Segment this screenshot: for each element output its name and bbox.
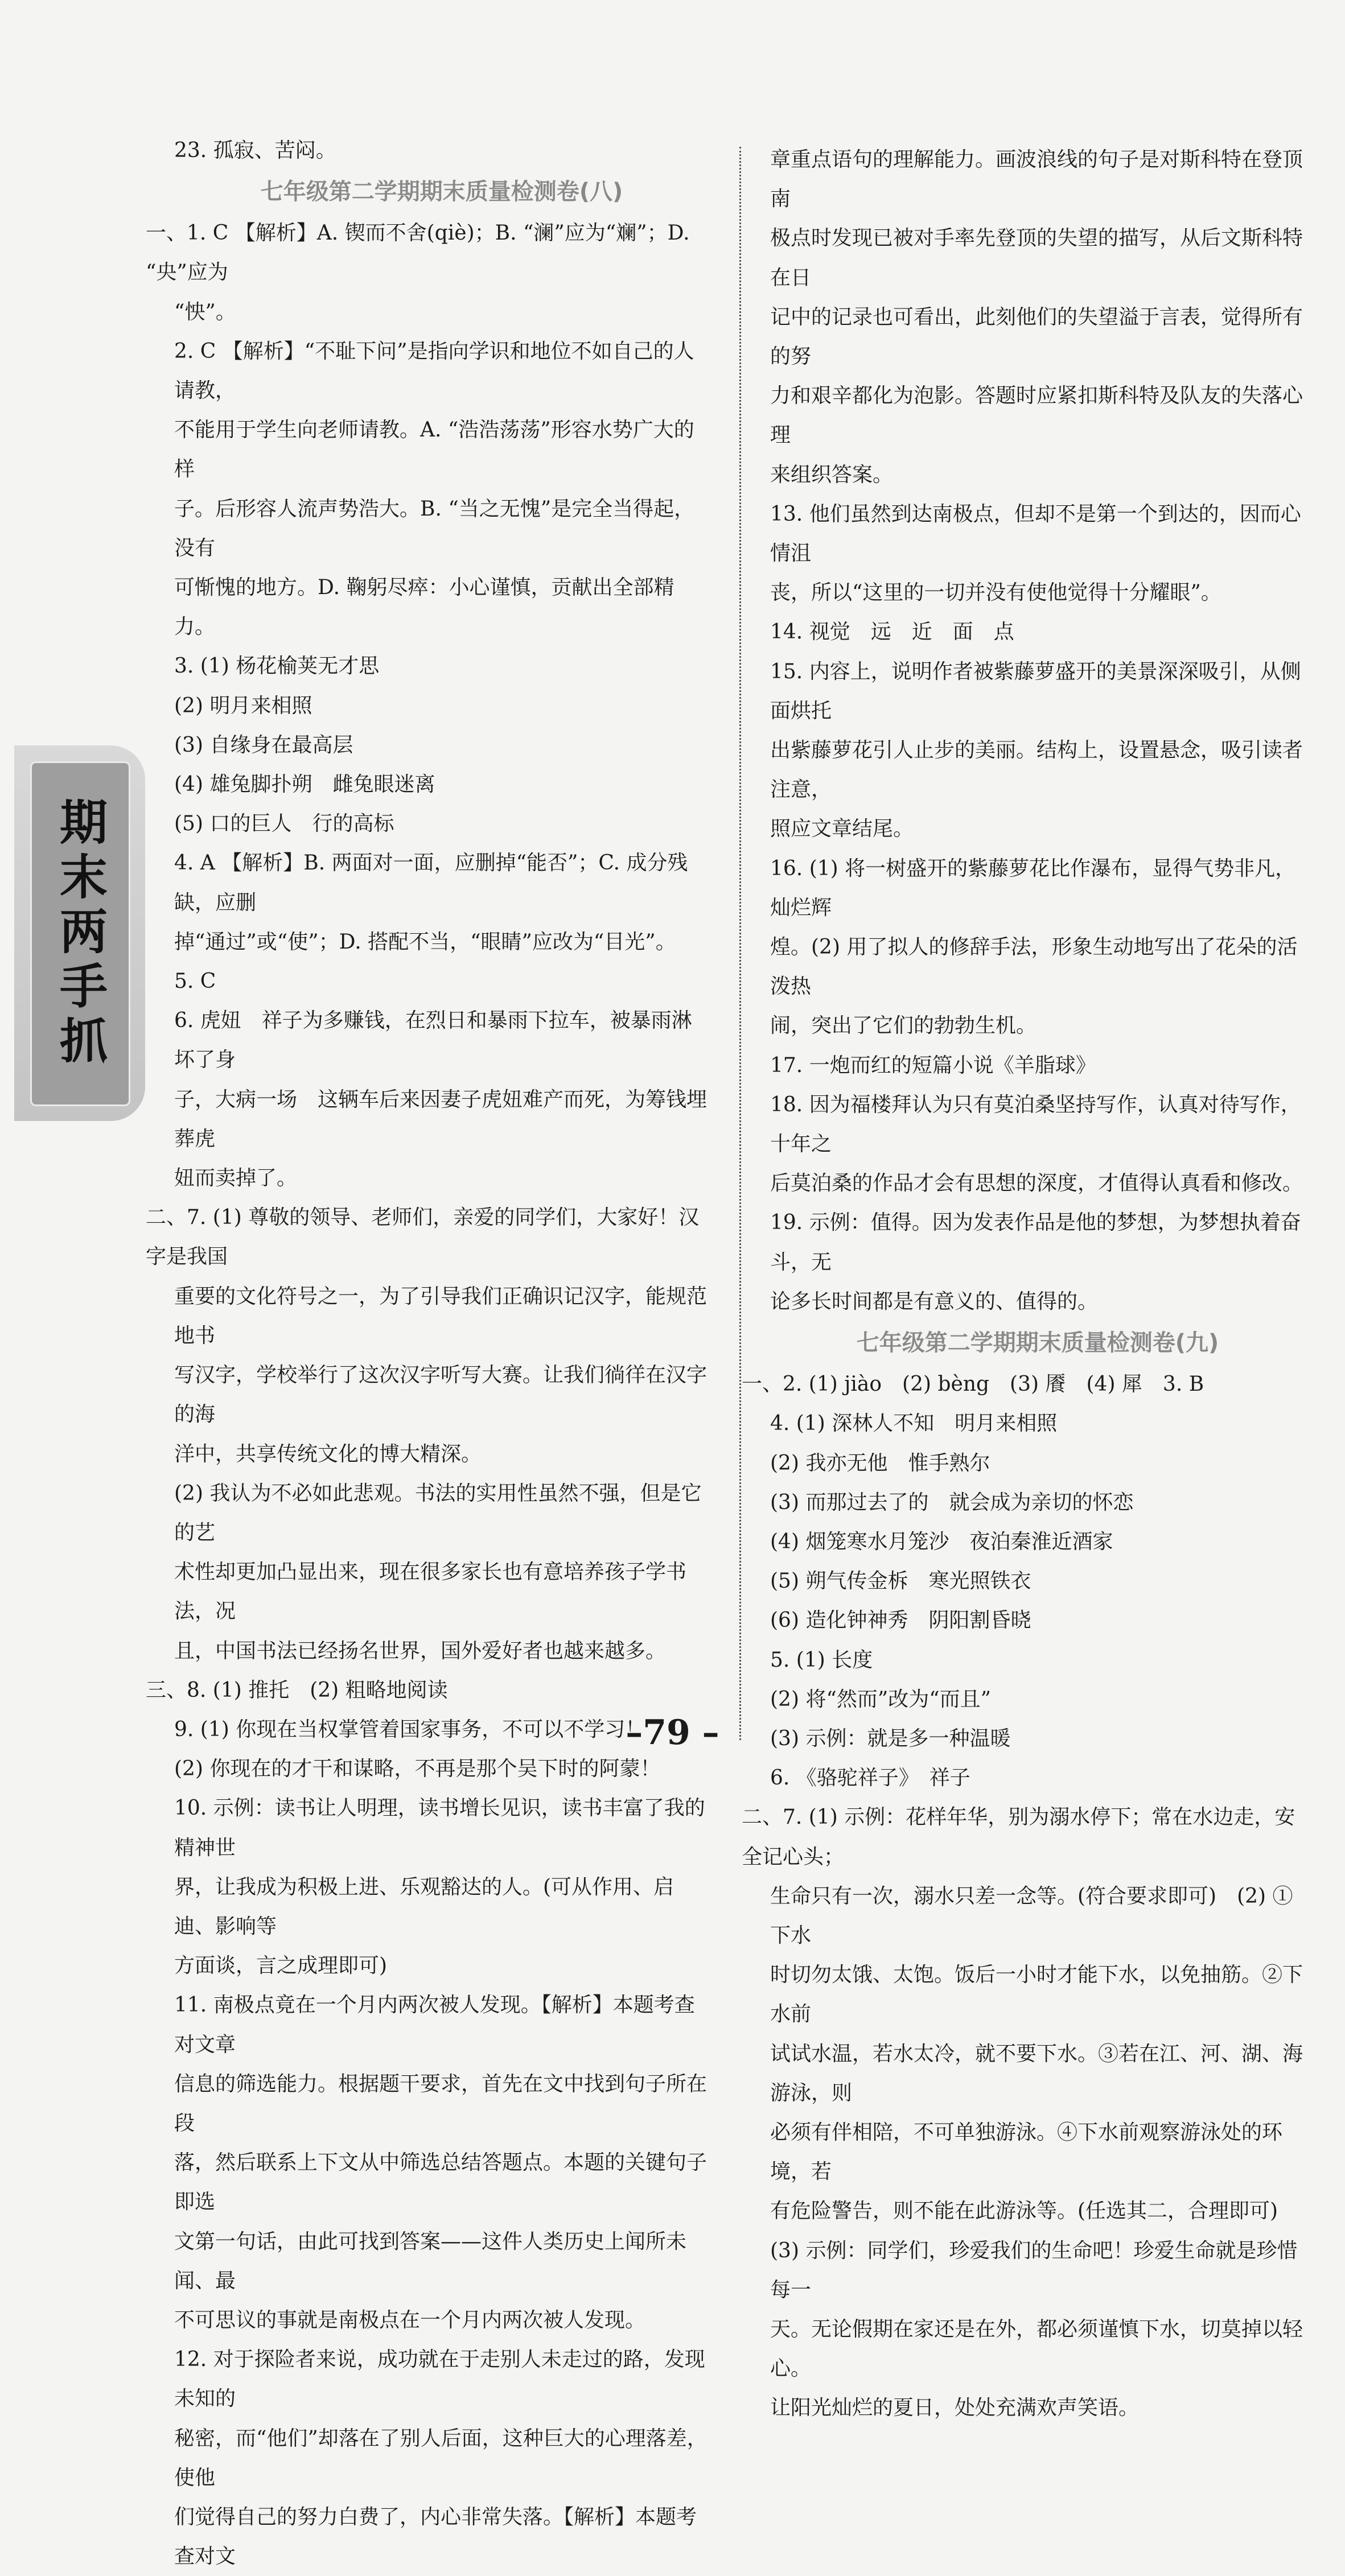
text-line: (2) 我认为不必如此悲观。书法的实用性虽然不强，但是它的艺 [174, 1481, 702, 1544]
text-line: (4) 烟笼寒水月笼沙 夜泊秦淮近酒家 [770, 1530, 1113, 1553]
section-heading: 七年级第二学期期末质量检测卷(八) [260, 179, 623, 205]
text-line: 一、1. C 【解析】A. 锲而不舍(qiè)；B. “澜”应为“斓”；D. “央”应为 [146, 221, 690, 285]
text-line: 4. (1) 深林人不知 明月来相照 [770, 1412, 1058, 1436]
text-line: 16. (1) 将一树盛开的紫藤萝花比作瀑布，显得气势非凡，灿烂辉 [770, 856, 1296, 920]
text-line: (2) 明月来相照 [174, 694, 312, 718]
left-column [146, 131, 709, 2576]
text-line: 让阳光灿烂的夏日，处处充满欢声笑语。 [770, 2396, 1140, 2420]
text-line: 不可思议的事就是南极点在一个月内两次被人发现。 [174, 2308, 646, 2332]
side-tab [14, 745, 145, 1121]
text-line: 14. 视觉 远 近 面 点 [770, 620, 1014, 644]
text-line: 23. 孤寂、苦闷。 [174, 139, 336, 162]
text-line: 10. 示例：读书让人明理，读书增长见识，读书丰富了我的精神世 [174, 1796, 705, 1860]
page-number: –79 – [626, 1713, 719, 1753]
text-line: 17. 一炮而红的短篇小说《羊脂球》 [770, 1053, 1096, 1077]
text-line: 秘密，而“他们”却落在了别人后面，这种巨大的心理落差，使他 [174, 2426, 708, 2490]
text-line: 18. 因为福楼拜认为只有莫泊桑坚持写作，认真对待写作，十年之 [770, 1093, 1301, 1156]
text-line: 19. 示例：值得。因为发表作品是他的梦想，为梦想执着奋斗，无 [770, 1211, 1301, 1274]
text-line: (6) 造化钟神秀 阴阳割昏晓 [770, 1609, 1031, 1633]
text-line: 二、7. (1) 尊敬的领导、老师们，亲爱的同学们，大家好！汉字是我国 [146, 1206, 700, 1269]
text-line: 出紫藤萝花引人止步的美丽。结构上，设置悬念，吸引读者注意， [770, 739, 1303, 802]
text-line: 可惭愧的地方。D. 鞠躬尽瘁：小心谨慎，贡献出全部精力。 [174, 576, 674, 639]
text-line: (5) 口的巨人 行的高标 [174, 812, 394, 836]
text-line: (3) 自缘身在最高层 [174, 733, 353, 757]
side-tab-label: 期末两手抓 [52, 797, 108, 1070]
text-line: 闹，突出了它们的勃勃生机。 [770, 1014, 1037, 1038]
text-line: (2) 将“然而”改为“而且” [770, 1687, 992, 1711]
text-line: 掉“通过”或“使”；D. 搭配不当，“眼睛”应改为“目光”。 [174, 930, 676, 954]
text-line: 4. A 【解析】B. 两面对一面，应删掉“能否”；C. 成分残缺，应删 [174, 851, 688, 914]
text-line: 妞而卖掉了。 [174, 1167, 298, 1190]
text-line: 界，让我成为积极上进、乐观豁达的人。(可从作用、启迪、影响等 [174, 1875, 674, 1938]
text-line: 13. 他们虽然到达南极点，但却不是第一个到达的，因而心情沮 [770, 502, 1301, 566]
text-line: 不能用于学生向老师请教。A. “浩浩荡荡”形容水势广大的样 [174, 418, 694, 481]
text-line: 们觉得自己的努力白费了，内心非常失落。【解析】本题考查对文 [174, 2505, 697, 2569]
text-line: 一、2. (1) jiào (2) bèng (3) 餍 (4) 犀 3. B [742, 1373, 1204, 1396]
text-line: 2. C 【解析】“不耻下问”是指向学识和地位不如自己的人请教， [174, 339, 694, 403]
text-line: 9. (1) 你现在当权掌管着国家事务，不可以不学习！ [174, 1717, 646, 1741]
text-line: 论多长时间都是有意义的、值得的。 [770, 1289, 1099, 1313]
text-line: 后莫泊桑的作品才会有思想的深度，才值得认真看和修改。 [770, 1172, 1303, 1196]
text-line: (3) 示例：同学们，珍爱我们的生命吧！珍爱生命就是珍惜每一 [770, 2239, 1298, 2302]
text-line: 落，然后联系上下文从中筛选总结答题点。本题的关键句子即选 [174, 2151, 708, 2214]
text-line: 来组织答案。 [770, 463, 894, 487]
text-line: 必须有伴相陪，不可单独游泳。④下水前观察游泳处的环境，若 [770, 2120, 1283, 2184]
text-line: (2) 你现在的才干和谋略，不再是那个吴下时的阿蒙！ [174, 1757, 661, 1781]
text-line: 5. C [174, 970, 216, 994]
column-divider [739, 147, 741, 1740]
text-line: 15. 内容上，说明作者被紫藤萝盛开的美景深深吸引，从侧面烘托 [770, 660, 1301, 723]
text-line: 且，中国书法已经扬名世界，国外爱好者也越来越多。 [174, 1639, 667, 1663]
text-line: 重要的文化符号之一，为了引导我们正确识记汉字，能规范地书 [174, 1284, 708, 1347]
text-line: 天。无论假期在家还是在外，都必须谨慎下水，切莫掉以轻心。 [770, 2317, 1303, 2381]
text-line: 6. 虎妞 祥子为多赚钱，在烈日和暴雨下拉车，被暴雨淋坏了身 [174, 1009, 692, 1072]
text-line: 照应文章结尾。 [770, 817, 914, 841]
text-line: 方面谈，言之成理即可) [174, 1954, 388, 1978]
text-line: 术性却更加凸显出来，现在很多家长也有意培养孩子学书法，况 [174, 1560, 687, 1623]
text-line: 子。后形容人流声势浩大。B. “当之无愧”是完全当得起，没有 [174, 497, 695, 560]
text-line: 煌。(2) 用了拟人的修辞手法，形象生动地写出了花朵的活泼热 [770, 935, 1298, 999]
side-tab-inner [30, 761, 130, 1106]
text-line: 时切勿太饿、太饱。饭后一小时才能下水，以免抽筋。②下水前 [770, 1963, 1303, 2026]
text-line: 三、8. (1) 推托 (2) 粗略地阅读 [146, 1678, 448, 1702]
text-line: (2) 我亦无他 惟手熟尔 [770, 1451, 990, 1475]
text-line: 5. (1) 长度 [770, 1648, 873, 1672]
text-line: 12. 对于探险者来说，成功就在于走别人未走过的路，发现未知的 [174, 2348, 705, 2411]
right-column [742, 140, 1305, 2428]
text-line: 有危险警告，则不能在此游泳等。(任选其二，合理即可) [770, 2199, 1278, 2223]
text-line: 记中的记录也可看出，此刻他们的失望溢于言表，觉得所有的努 [770, 305, 1303, 369]
text-line: 写汉字，学校举行了这次汉字听写大赛。让我们徜徉在汉字的海 [174, 1363, 708, 1427]
text-line: 丧，所以“这里的一切并没有使他觉得十分耀眼”。 [770, 581, 1221, 605]
text-line: 文第一句话，由此可找到答案——这件人类历史上闻所未闻、最 [174, 2229, 687, 2293]
text-line: 子，大病一场 这辆车后来因妻子虎妞难产而死，为筹钱埋葬虎 [174, 1087, 708, 1151]
section-heading: 七年级第二学期期末质量检测卷(九) [856, 1330, 1219, 1357]
text-line: 试试水温，若水太冷，就不要下水。③若在江、河、湖、海游泳，则 [770, 2042, 1303, 2105]
text-line: 洋中，共享传统文化的博大精深。 [174, 1442, 482, 1466]
text-line: 11. 南极点竟在一个月内两次被人发现。【解析】本题考查对文章 [174, 1993, 695, 2056]
text-line: (3) 而那过去了的 就会成为亲切的怀恋 [770, 1490, 1134, 1514]
text-line: “怏”。 [174, 300, 236, 324]
text-line: (4) 雄兔脚扑朔 雌兔眼迷离 [174, 773, 435, 797]
text-line: 生命只有一次，溺水只差一念等。(符合要求即可) (2) ①下水 [770, 1884, 1293, 1947]
text-line: 极点时发现已被对手率先登顶的失望的描写，从后文斯科特在日 [770, 226, 1303, 290]
text-line: 3. (1) 杨花榆荚无才思 [174, 654, 380, 678]
text-line: 章重点语句的理解能力。画波浪线的句子是对斯科特在登顶南 [770, 148, 1303, 211]
text-line: (3) 示例：就是多一种温暖 [770, 1726, 1011, 1750]
text-line: 力和艰辛都化为泡影。答题时应紧扣斯科特及队友的失落心理 [770, 384, 1303, 447]
text-line: 信息的筛选能力。根据题干要求，首先在文中找到句子所在段 [174, 2072, 708, 2135]
text-line: 二、7. (1) 示例：花样年华，别为溺水停下；常在水边走，安全记心头； [742, 1806, 1295, 1869]
text-line: 6. 《骆驼祥子》 祥子 [770, 1766, 970, 1790]
text-line: (5) 朔气传金柝 寒光照铁衣 [770, 1569, 1031, 1593]
